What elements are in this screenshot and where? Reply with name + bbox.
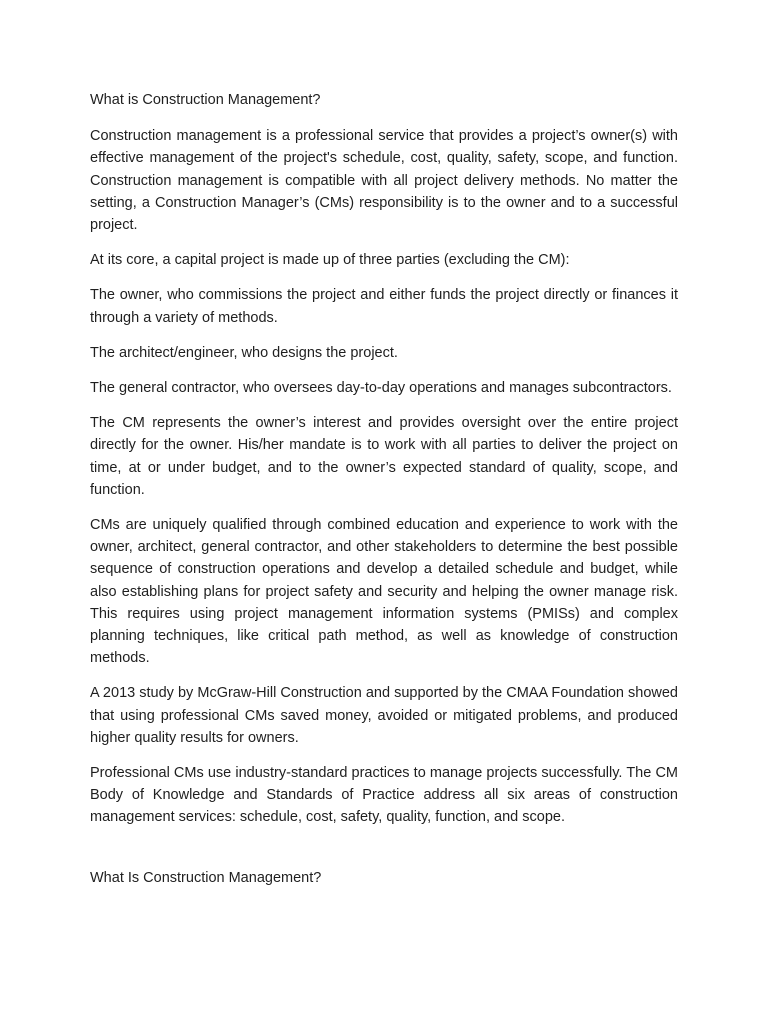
paragraph-definition: Construction management is a professional service that provides a project’s owner(s) with effective management of the project's schedule, cost, quality, safety, scope, and function. Construction management is compatible with all project delivery methods. No matter the setting, a Construction Manager’s (CMs) responsibility is to the owner and to a successful project. — [90, 128, 678, 234]
document-page — [90, 89, 678, 902]
paragraph-owner: The owner, who commissions the project and either funds the project directly or finances it through a variety of methods. — [90, 287, 678, 326]
second-title: What Is Construction Management? — [90, 869, 322, 886]
paragraph-general-contractor: The general contractor, who oversees day-to-day operations and manages subcontractors. — [90, 380, 672, 397]
paragraph-three-parties: At its core, a capital project is made up of three parties (excluding the CM): — [90, 252, 570, 269]
paragraph-standards: Professional CMs use industry-standard practices to manage projects successfully. The CM Body of Knowledge and Standards of Practice address all six areas of construction management services: schedule, cost, safety, quality, function, and scope. — [90, 765, 678, 826]
paragraph-architect: The architect/engineer, who designs the project. — [90, 344, 398, 361]
document-title: What is Construction Management? — [90, 92, 321, 108]
paragraph-study: A 2013 study by McGraw-Hill Construction and supported by the CMAA Foundation showed that using professional CMs saved money, avoided or mitigated problems, and produced higher quality results for owners. — [90, 685, 678, 746]
paragraph-cm-qualifications: CMs are uniquely qualified through combined education and experience to work with the owner, architect, general contractor, and other stakeholders to determine the best possible sequence of construction operations and develop a detailed schedule and budget, while also establishing plans for project safety and security and helping the owner manage risk. This requires using project management information systems (PMISs) and complex planning techniques, like critical path method, as well as knowledge of construction methods. — [90, 517, 678, 667]
paragraph-cm-role: The CM represents the owner’s interest and provides oversight over the entire project directly for the owner. His/her mandate is to work with all parties to deliver the project on time, at or under budget, and to the owner’s expected standard of quality, scope, and function. — [90, 415, 678, 498]
